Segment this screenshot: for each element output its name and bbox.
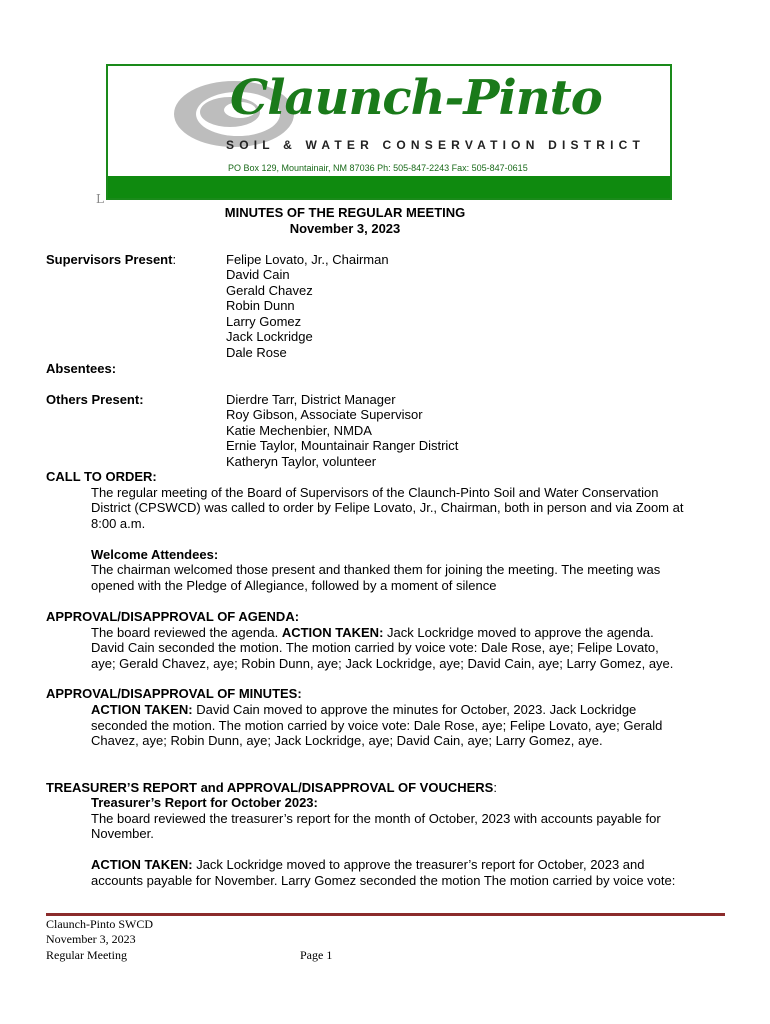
- minutes-heading: APPROVAL/DISAPPROVAL OF MINUTES:: [46, 686, 302, 701]
- supervisor-name: David Cain: [226, 267, 290, 282]
- attendee-name: Katheryn Taylor, volunteer: [226, 454, 377, 469]
- treasurer-action-text: accounts payable for November. Larry Gomez seconded the motion The motion carried by voice vote:: [91, 873, 676, 888]
- district-name: Claunch-Pinto: [230, 70, 602, 126]
- others-present-label: Others Present:: [46, 392, 144, 407]
- agenda-text: David Cain seconded the motion. The motion carried by voice vote: Dale Rose, aye; Felipe Lovato,: [91, 640, 659, 655]
- supervisor-name: Larry Gomez: [226, 314, 302, 329]
- footer-district: Claunch-Pinto SWCD: [46, 917, 153, 931]
- footer-date: November 3, 2023: [46, 932, 136, 946]
- contact-info: PO Box 129, Mountainair, NM 87036 Ph: 505-847-2243 Fax: 505-847-0615: [228, 163, 528, 173]
- call-to-order-text: The regular meeting of the Board of Supervisors of the Claunch-Pinto Soil and Water Conservation: [91, 485, 659, 500]
- absentees-label: Absentees:: [46, 361, 117, 376]
- supervisor-name: Robin Dunn: [226, 298, 295, 313]
- call-to-order-heading: CALL TO ORDER:: [46, 469, 157, 484]
- call-to-order-text: District (CPSWCD) was called to order by Felipe Lovato, Jr., Chairman, both in person and via Zoom at: [91, 500, 684, 515]
- attendee-name: Ernie Taylor, Mountainair Ranger District: [226, 438, 459, 453]
- minutes-text: Chavez, aye; Robin Dunn, aye; Jack Lockridge, aye; David Cain, aye; Larry Gomez, aye.: [91, 733, 603, 748]
- minutes-text: ACTION TAKEN: David Cain moved to approve the minutes for October, 2023. Jack Lockridge: [91, 702, 637, 717]
- stray-mark: L: [96, 192, 104, 206]
- document-title: MINUTES OF THE REGULAR MEETING: [224, 205, 466, 220]
- treasurer-text: The board reviewed the treasurer’s report for the month of October, 2023 with accounts payable for: [91, 811, 661, 826]
- call-to-order-text: 8:00 a.m.: [91, 516, 146, 531]
- treasurer-action-text: ACTION TAKEN: Jack Lockridge moved to approve the treasurer’s report for October, 2023 and: [91, 857, 645, 872]
- meeting-date: November 3, 2023: [289, 221, 401, 236]
- treasurer-subheading: Treasurer’s Report for October 2023:: [91, 795, 318, 810]
- footer-meeting-type: Regular Meeting: [46, 948, 127, 962]
- attendee-name: Roy Gibson, Associate Supervisor: [226, 407, 423, 422]
- agenda-heading: APPROVAL/DISAPPROVAL OF AGENDA:: [46, 609, 300, 624]
- footer-rule: [46, 913, 725, 916]
- agenda-text: aye; Gerald Chavez, aye; Robin Dunn, aye; Jack Lockridge, aye; David Cain, aye; Larry Gomez, aye.: [91, 656, 674, 671]
- treasurer-text: November.: [91, 826, 154, 841]
- supervisor-name: Felipe Lovato, Jr., Chairman: [226, 252, 389, 267]
- welcome-text: opened with the Pledge of Allegiance, followed by a moment of silence: [91, 578, 497, 593]
- header-green-bar: [108, 176, 670, 198]
- district-subtitle: SOIL & WATER CONSERVATION DISTRICT: [226, 138, 646, 152]
- minutes-text: seconded the motion. The motion carried by voice vote: Dale Rose, aye; Felipe Lovato, aye; Gerald: [91, 718, 663, 733]
- letterhead: [106, 64, 672, 200]
- attendee-name: Katie Mechenbier, NMDA: [226, 423, 372, 438]
- page-number: Page 1: [300, 948, 333, 962]
- supervisor-name: Jack Lockridge: [226, 329, 313, 344]
- attendee-name: Dierdre Tarr, District Manager: [226, 392, 396, 407]
- welcome-heading: Welcome Attendees:: [91, 547, 219, 562]
- welcome-text: The chairman welcomed those present and thanked them for joining the meeting. The meeting was: [91, 562, 661, 577]
- supervisor-name: Dale Rose: [226, 345, 287, 360]
- agenda-text: The board reviewed the agenda. ACTION TAKEN: Jack Lockridge moved to approve the agenda.: [91, 625, 654, 640]
- treasurer-heading: TREASURER’S REPORT and APPROVAL/DISAPPROVAL OF VOUCHERS:: [46, 780, 497, 795]
- supervisors-label: Supervisors Present:: [46, 252, 177, 267]
- supervisor-name: Gerald Chavez: [226, 283, 313, 298]
